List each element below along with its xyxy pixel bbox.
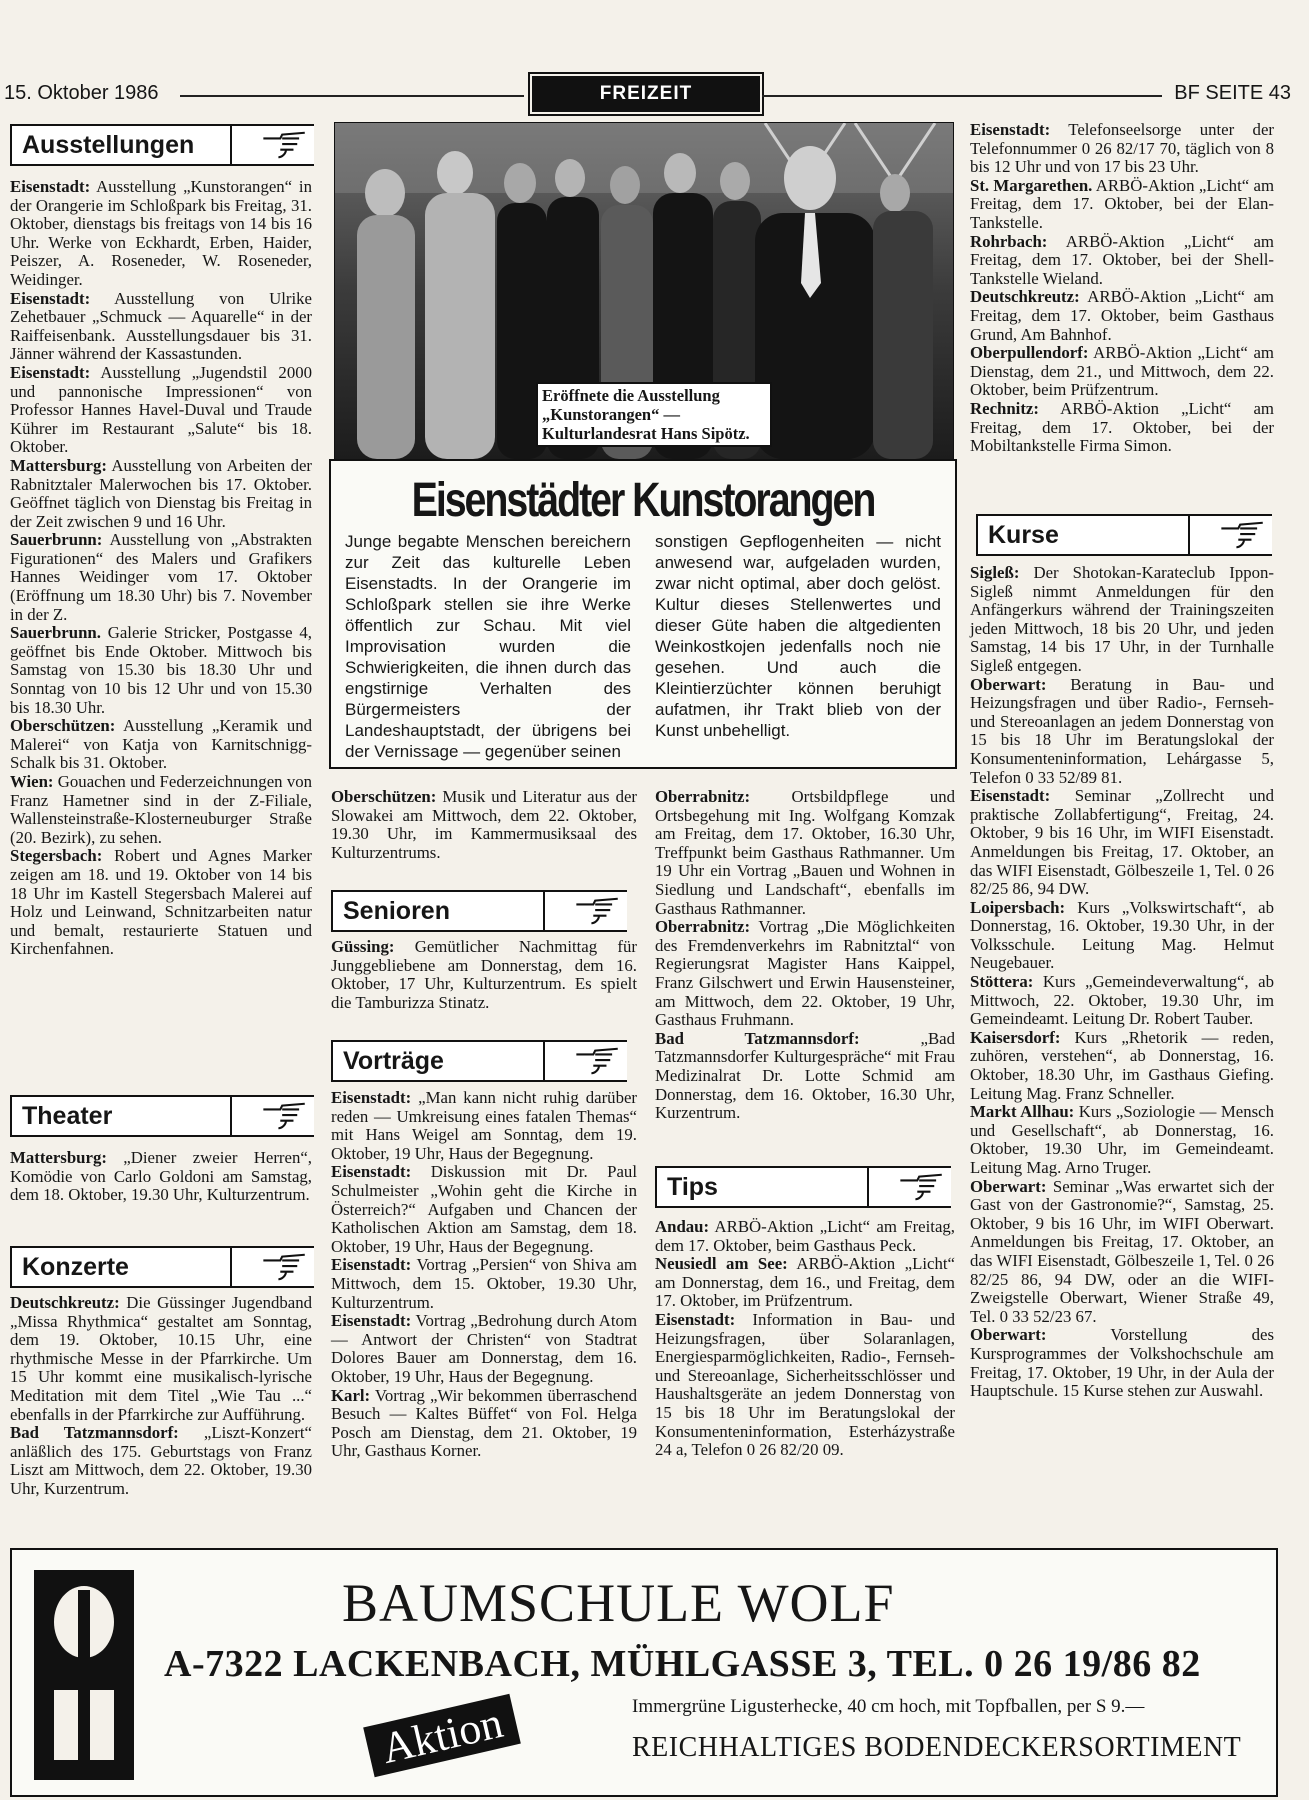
section-title: Theater xyxy=(22,1102,113,1130)
item-text: ARBÖ-Aktion „Licht“ am Dienstag, dem 21., und Mittwoch, dem 22. Oktober, beim Prüfzentrum. xyxy=(970,343,1274,400)
item-text: Kurs „Volkswirtschaft“, ab Donnerstag, 16. Oktober, 19.30 Uhr, in der Volksschule. Leitung Mag. Helmut Neugebauer. xyxy=(970,897,1274,973)
news-item xyxy=(970,973,1274,1029)
column-senioren xyxy=(331,938,637,1012)
item-location: Eisenstadt: xyxy=(10,362,91,382)
column-tips xyxy=(655,1218,955,1460)
news-item xyxy=(331,1163,637,1256)
news-item xyxy=(970,288,1274,344)
item-text: Kurs „Gemeindeverwaltung“, ab Mittwoch, 22. Oktober, 19.30 Uhr, im Gemeindeamt. Leitung Dr. Robert Tauber. xyxy=(970,972,1274,1029)
item-location: Rohrbach: xyxy=(970,231,1048,251)
column-oberrabnitz xyxy=(655,788,955,1123)
item-text: ARBÖ-Aktion „Licht“ am Freitag, dem 17. Oktober, bei der Mobiltankstelle Firma Simon. xyxy=(970,398,1274,456)
item-text: Vortrag „Persien“ von Shiva am Mittwoch, dem 15. Oktober, 19.30 Uhr, Kulturzentrum. xyxy=(331,1255,637,1312)
news-item xyxy=(10,1149,312,1205)
item-text: Information in Bau- und Heizungsfragen, über Solaranlagen, Energiesparmöglichkeiten, Radio-, Fernseh- und Stereoanlage, Sicherheitsschlösser und Haushaltsgeräte an jedem Donnerstag von 15 bis 18 Uhr im Beratungslokal der Konsumenteninformation, Esterházystraße 24 a, Telefon 0 26 82/20 09. xyxy=(655,1309,955,1460)
item-location: Eisenstadt: xyxy=(331,1255,412,1275)
pointing-hand-icon xyxy=(1214,516,1272,554)
ad-range: REICHHALTIGES BODENDECKERSORTIMENT xyxy=(632,1732,1242,1763)
pointing-hand-icon xyxy=(569,892,627,930)
item-location: Mattersburg: xyxy=(10,455,107,475)
column-kurse xyxy=(970,564,1274,1401)
news-item xyxy=(10,364,312,457)
section-heading-theater xyxy=(10,1095,314,1137)
news-item xyxy=(10,1424,312,1498)
section-title: Konzerte xyxy=(22,1253,129,1281)
item-text: ARBÖ-Aktion „Licht“ am Freitag, dem 17. Oktober, beim Gasthaus Grund, Am Bahnhof. xyxy=(970,287,1274,344)
item-text: „Man kann nicht ruhig darüber reden — Umkreisung eines fatalen Themas“ mit Hans Weigel am Sonntag, dem 19. Oktober, 19 Uhr, Haus der Begegnung. xyxy=(331,1088,637,1163)
item-location: Eisenstadt: xyxy=(10,177,91,196)
news-item xyxy=(10,624,312,717)
news-item xyxy=(331,1089,637,1163)
item-text: Der Shotokan-Karateclub Ippon-Sigleß nimmt Anmeldungen für den Anfängerkurs während der Trainingszeiten jeden Mittwoch, 18 bis 20 Uhr, und jeden Samstag, 14 bis 17 Uhr, in der Turnhalle Sigleß entgegen. xyxy=(970,563,1274,675)
header-rule-left xyxy=(180,95,524,97)
item-text: Seminar „Was erwartet sich der Gast von der Gastronomie?“, Samstag, 25. Oktober, 9 bis 16 Uhr, im WIFI Oberwart. Anmeldungen bis Freitag, 17. Oktober, an das WIFI Eisenstadt, Gölbeszeile 1, Tel. 0 26 82/25 86, 94 DW, oder an die WIFI-Zweigstelle Oberwart, Wiener Straße 49, Tel. 0 33 52/23 67. xyxy=(970,1176,1274,1326)
item-text: Ausstellung „Keramik und Malerei“ von Katja von Karnitschnigg-Schalk bis 31. Oktober. xyxy=(10,716,312,773)
item-text: „Liszt-Konzert“ anläßlich des 175. Geburtstags von Franz Liszt am Mittwoch, dem 22. Oktober, 19.30 Uhr, Kurzentrum. xyxy=(10,1423,312,1498)
item-text: ARBÖ-Aktion „Licht“ am Freitag, dem 17. Oktober, bei der Shell-Tankstelle Wieland. xyxy=(970,231,1274,288)
photo-caption: Eröffnete die Ausstellung „Kunstorangen“ — Kulturlandesrat Hans Sipötz. xyxy=(536,382,772,447)
item-location: Oberwart: xyxy=(970,1325,1047,1345)
item-text: Beratung in Bau- und Heizungsfragen und über Radio-, Fernseh- und Stereoanlagen an jedem Donnerstag von 15 bis 18 Uhr im Beratungslokal der Konsumenteninformation, Lehárgasse 5, Telefon 0 33 52/89 81. xyxy=(970,674,1274,787)
item-location: Stöttera: xyxy=(970,972,1034,992)
section-heading-tips xyxy=(655,1166,951,1208)
news-item xyxy=(655,1255,955,1311)
item-text: Ausstellung „Jugendstil 2000 und pannonische Impressionen“ von Professor Hannes Havel-Duval und Traude Kührer im Restaurant „Salute“ bis 18. Oktober. xyxy=(10,362,312,457)
item-text: Diskussion mit Dr. Paul Schulmeister „Wohin geht die Kirche in Österreich?“ Aufgaben und Chancen der Katholischen Aktion am Samstag, dem 18. Oktober, 19 Uhr, Haus der Begegnung. xyxy=(331,1162,637,1256)
news-item xyxy=(331,1387,637,1461)
pointing-hand-icon xyxy=(256,126,314,164)
news-item xyxy=(331,938,637,1012)
section-title: Tips xyxy=(667,1173,718,1201)
news-item xyxy=(10,717,312,773)
item-text: Ausstellung von „Abstrakten Figurationen“ des Malers und Grafikers Hannes Weidinger vom 17. Oktober (Eröffnung um 18.30 Uhr) bis 7. November in der Z. xyxy=(10,530,312,624)
news-item xyxy=(970,899,1274,973)
section-heading-vortraege xyxy=(331,1040,627,1082)
item-location: Eisenstadt: xyxy=(655,1309,736,1329)
news-item xyxy=(970,177,1274,233)
item-location: Oberrabnitz: xyxy=(655,787,751,806)
item-location: Wien: xyxy=(10,772,54,791)
item-location: Eisenstadt: xyxy=(970,786,1051,806)
item-text: Ortsbildpflege und Ortsbegehung mit Ing. Wolfgang Komzak am Freitag, dem 17. Oktober, 16.30 Uhr, Treffpunkt beim Gasthaus Rathmanner. Um 19 Uhr ein Vortrag „Bauen und Wohnen in Siedlung und Landschaft“, ebenfalls im Gasthaus Rathmanner. xyxy=(655,787,955,918)
pointing-hand-icon xyxy=(256,1248,314,1286)
section-title: Kurse xyxy=(988,521,1059,549)
news-item xyxy=(10,290,312,364)
news-item xyxy=(970,1178,1274,1327)
news-item xyxy=(331,788,637,862)
item-location: Karl: xyxy=(331,1385,371,1405)
item-location: Deutschkreutz: xyxy=(10,1293,120,1312)
rubric-label: FREIZEIT xyxy=(532,76,760,112)
item-location: Stegersbach: xyxy=(10,846,103,866)
news-item xyxy=(331,1256,637,1312)
item-location: Oberschützen: xyxy=(10,716,116,736)
item-location: Eisenstadt: xyxy=(331,1088,412,1107)
news-item xyxy=(10,773,312,847)
section-heading-kurse xyxy=(976,514,1272,556)
news-item xyxy=(655,788,955,918)
item-text: Telefonseelsorge unter der Telefonnummer 0 26 82/17 70, täglich von 8 bis 12 Uhr und von 17 bis 23 Uhr. xyxy=(970,120,1274,177)
nursery-logo xyxy=(34,1570,134,1780)
ad-address: A-7322 LACKENBACH, MÜHLGASSE 3, TEL. 0 26 19/86 82 xyxy=(164,1643,1201,1685)
news-item xyxy=(10,531,312,624)
item-location: Markt Allhau: xyxy=(970,1102,1075,1122)
ad-offer: Immergrüne Ligusterhecke, 40 cm hoch, mit Topfballen, per S 9.— xyxy=(632,1696,1145,1717)
news-item xyxy=(10,1294,312,1424)
item-location: Oberrabnitz: xyxy=(655,917,751,937)
news-item xyxy=(970,1103,1274,1177)
column-konzerte xyxy=(10,1294,312,1499)
section-title: Ausstellungen xyxy=(22,131,195,159)
item-text: Robert und Agnes Marker zeigen am 18. und 19. Oktober von 14 bis 18 Uhr im Kastell Stegersbach Malerei auf Holz und Leinwand, Schnitzarbeiten natur und bemalt, restaurierte Statuen und Kirchenfahnen. xyxy=(10,846,312,959)
item-text: Gouachen und Federzeichnungen von Franz Hametner sind in der Z-Filiale, Wallensteinstraße-Klosterneuburger Straße (20. Bezirk), zu sehen. xyxy=(10,772,312,847)
section-title: Vorträge xyxy=(343,1047,444,1075)
item-location: Oberschützen: xyxy=(331,787,437,806)
item-location: Sigleß: xyxy=(970,563,1020,582)
page-number: BF SEITE 43 xyxy=(1174,82,1291,104)
section-heading-konzerte xyxy=(10,1246,314,1288)
item-text: Vortrag „Bedrohung durch Atom — Antwort der Christen“ von Stadtrat Dolores Bauer am Donnerstag, dem 16. Oktober, 19 Uhr, Haus der Begegnung. xyxy=(331,1311,637,1386)
item-location: Eisenstadt: xyxy=(331,1311,412,1331)
item-text: Ausstellung von Arbeiten der Rabnitztaler Malerwochen bis 17. Oktober. Geöffnet täglich von Dienstag bis Freitag in der Zeit zwischen 9 und 16 Uhr. xyxy=(10,455,312,531)
ad-company-name: BAUMSCHULE WOLF xyxy=(342,1573,895,1633)
item-text: Seminar „Zollrecht und praktische Zollabfertigung“, Freitag, 24. Oktober, 9 bis 16 Uhr, im WIFI Eisenstadt. Anmeldungen bis Freitag, 17. Oktober, an das WIFI Eisenstadt, Gölbeszeile 1, Tel. 0 26 82/25 86, 94 DW. xyxy=(970,786,1274,899)
item-text: Kurs „Rhetorik — reden, zuhören, verstehen“, ab Donnerstag, 16. Oktober, 18.30 Uhr, im Gasthaus Giefing. Leitung Mag. Franz Schneller. xyxy=(970,1027,1274,1103)
item-text: „Bad Tatzmannsdorfer Kulturgespräche“ mit Frau Medizinalrat Dr. Lotte Schmid am Donnerstag, dem 16. Oktober, 16.30 Uhr, Kurzentrum. xyxy=(655,1028,955,1123)
item-location: Oberwart: xyxy=(970,674,1047,694)
item-text: Gemütlicher Nachmittag für Junggebliebene am Donnerstag, dem 16. Oktober, 17 Uhr, Kulturzentrum. Es spielt die Tamburizza Stinatz. xyxy=(331,937,637,1012)
item-location: Eisenstadt: xyxy=(970,120,1051,139)
column-vortraege xyxy=(331,1089,637,1461)
news-item xyxy=(970,344,1274,400)
item-location: Sauerbrunn: xyxy=(10,530,103,550)
pointing-hand-icon xyxy=(256,1097,314,1135)
news-item xyxy=(970,233,1274,289)
news-item xyxy=(970,564,1274,676)
item-text: Vorstellung des Kursprogrammes der Volkshochschule am Freitag, 17. Oktober, 19 Uhr, in der Aula der Hauptschule. 15 Kurse stehen zur Auswahl. xyxy=(970,1325,1274,1401)
news-item xyxy=(970,1029,1274,1103)
news-item xyxy=(970,787,1274,899)
column-oberschuetzen xyxy=(331,788,637,862)
item-location: Eisenstadt: xyxy=(10,288,91,308)
item-text: Galerie Stricker, Postgasse 4, geöffnet bis Ende Oktober. Mittwoch bis Samstag von 15.30 bis 18.30 Uhr und Sonntag von 10 bis 12 Uhr und von 15.30 bis 18.30 Uhr. xyxy=(10,623,312,717)
item-location: Sauerbrunn. xyxy=(10,623,101,643)
item-text: Ausstellung von Ulrike Zehetbauer „Schmuck — Aquarelle“ in der Raiffeisenbank. Ausstellungsdauer bis 31. Jänner während der Kassastunden. xyxy=(10,288,312,364)
item-location: Mattersburg: xyxy=(10,1148,107,1167)
ad-aktion-stamp: Aktion xyxy=(363,1694,521,1777)
item-location: Deutschkreutz: xyxy=(970,287,1080,307)
item-location: Neusiedl am See: xyxy=(655,1254,788,1274)
item-location: Loipersbach: xyxy=(970,897,1066,917)
column-theater xyxy=(10,1149,312,1205)
item-location: Bad Tatzmannsdorf: xyxy=(10,1423,179,1443)
news-item xyxy=(655,918,955,1030)
item-location: Oberwart: xyxy=(970,1176,1047,1196)
pointing-hand-icon xyxy=(569,1042,627,1080)
item-text: „Diener zweier Herren“, Komödie von Carlo Goldoni am Samstag, dem 18. Oktober, 19.30 Uhr, Kulturzentrum. xyxy=(10,1148,312,1205)
item-text: ARBÖ-Aktion „Licht“ am Freitag, dem 17. Oktober, beim Gasthaus Peck. xyxy=(655,1217,955,1255)
news-item xyxy=(970,400,1274,456)
header-rule-right xyxy=(762,95,1162,97)
item-location: Oberpullendorf: xyxy=(970,343,1089,363)
item-location: St. Margarethen. xyxy=(970,175,1093,195)
item-location: Güssing: xyxy=(331,937,395,956)
item-text: Die Güssinger Jugendband „Missa Rhythmica“ gestaltet am Sonntag, dem 19. Oktober, 10.15 Uhr, eine rhythmische Messe in der Pfarrkirche. Um 15 Uhr kommt eine musikalisch-lyrische Meditation mit dem Titel „Wie Tau ...“ ebenfalls in der Pfarrkirche zur Aufführung. xyxy=(10,1293,312,1424)
news-item xyxy=(331,1312,637,1386)
item-location: Eisenstadt: xyxy=(331,1162,412,1182)
item-text: Vortrag „Die Möglichkeiten des Fremdenverkehrs im Rabnitztal“ von Regierungsrat Magister Hans Kaippel, Franz Gilschwert und Erwin Hausensteiner, am Mittwoch, dem 22. Oktober, 19 Uhr, Gasthaus Fruhmann. xyxy=(655,917,955,1030)
news-item xyxy=(655,1030,955,1123)
section-title: Senioren xyxy=(343,897,450,925)
section-heading-senioren xyxy=(331,890,627,932)
pointing-hand-icon xyxy=(893,1168,951,1206)
item-text: ARBÖ-Aktion „Licht“ am Freitag, dem 17. Oktober, bei der Elan-Tankstelle. xyxy=(970,175,1274,232)
issue-date: 15. Oktober 1986 xyxy=(4,82,159,104)
item-text: Musik und Literatur aus der Slowakei am Mittwoch, dem 22. Oktober, 19.30 Uhr, im Kammermusiksaal des Kulturzentrums. xyxy=(331,787,637,862)
feature-text-right: sonstigen Gepflogenheiten — nicht anwesend war, aufgeladen wurden, zwar nicht optimal, aber doch gelöst. Kultur dieses Stellenwertes und dieser Güte haben die altgedienten Weinkostkojen jedenfalls noch nie gesehen. Und auch die Kleintierzüchter können beruhigt aufatmen, ihr Trakt blieb von der Kunst unbehelligt. xyxy=(655,532,941,740)
column-telefon xyxy=(970,121,1274,456)
column-ausstellungen xyxy=(10,178,312,959)
item-text: ARBÖ-Aktion „Licht“ am Donnerstag, dem 16., und Freitag, dem 17. Oktober, im Prüfzentrum. xyxy=(655,1254,955,1311)
news-item xyxy=(10,847,312,959)
news-item xyxy=(970,676,1274,788)
news-item xyxy=(655,1218,955,1255)
feature-headline: Eisenstädter Kunstorangen xyxy=(411,474,875,527)
advertisement xyxy=(10,1548,1278,1797)
item-location: Kaisersdorf: xyxy=(970,1027,1061,1047)
news-item xyxy=(970,121,1274,177)
item-location: Rechnitz: xyxy=(970,398,1039,418)
news-item xyxy=(655,1311,955,1460)
feature-article xyxy=(329,459,957,769)
section-heading-ausstellungen xyxy=(10,124,314,166)
item-text: Ausstellung „Kunstorangen“ in der Orangerie im Schloßpark bis Freitag, 31. Oktober, dienstags bis freitags von 14 bis 16 Uhr. Werke von Eckhardt, Erben, Haider, Peiszer, A. Roseneder, W. Roseneder, Weidinger. xyxy=(10,177,312,289)
item-text: Kurs „Soziologie — Mensch und Gesellschaft“, ab Donnerstag, 16. Oktober, 19.30 Uhr, im Gemeindeamt. Leitung Mag. Arno Truger. xyxy=(970,1102,1274,1177)
news-item xyxy=(10,178,312,290)
feature-text-left: Junge begabte Menschen bereichern zur Zeit das kulturelle Leben Eisenstadts. In der Orangerie im Schloßpark stellen sie ihre Werke öffentlich zur Schau. Mit viel Improvisation wurden die Schwierigkeiten, die ihnen durch das engstirnige Verhalten des Bürgermeisters der Landeshauptstadt, der übrigens bei der Vernissage — gegenüber seinen xyxy=(345,532,631,761)
item-location: Bad Tatzmannsdorf: xyxy=(655,1028,860,1048)
news-item xyxy=(970,1326,1274,1400)
item-text: Vortrag „Wir bekommen überraschend Besuch — Kaltes Büffet“ von Fol. Helga Posch am Dienstag, dem 21. Oktober, 19 Uhr, Gasthaus Korner. xyxy=(331,1385,637,1461)
item-location: Andau: xyxy=(655,1217,710,1236)
news-item xyxy=(10,457,312,531)
